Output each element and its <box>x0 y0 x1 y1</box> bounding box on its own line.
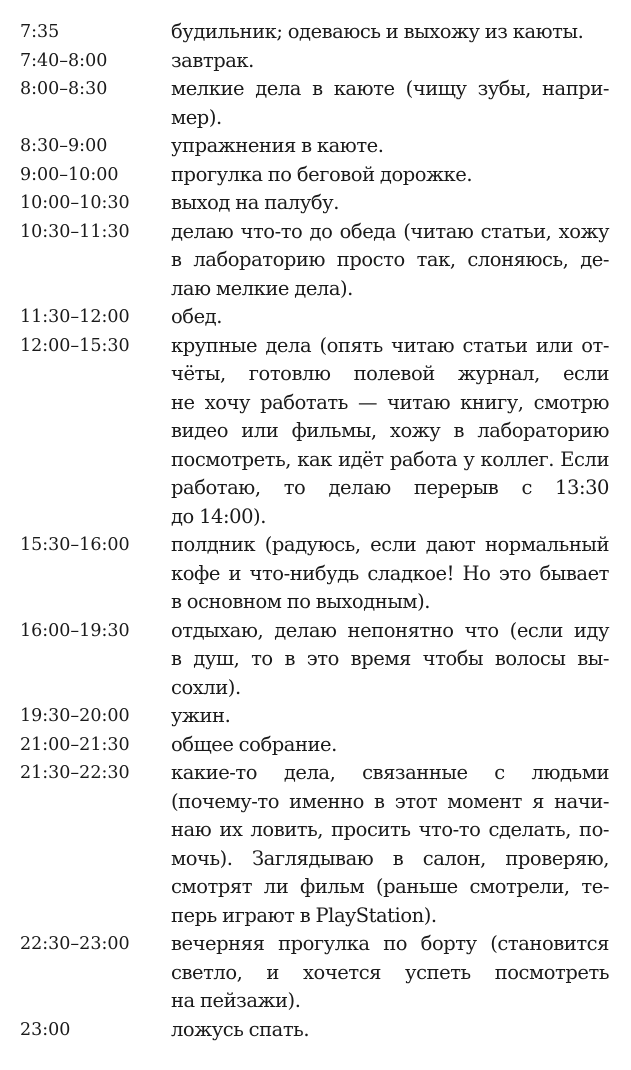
schedule-row <box>20 617 609 703</box>
schedule-row <box>20 759 609 930</box>
schedule-description-line: видео или фильмы, хожу в лабораторию <box>171 419 609 442</box>
schedule-description-line: мелкие дела в каюте (чищу зубы, напри- <box>171 77 609 100</box>
schedule-description-line: кофе и что-нибудь сладкое! Но это бывает <box>171 561 609 585</box>
schedule-description-line: завтрак. <box>171 48 254 72</box>
schedule-row <box>20 930 609 1016</box>
schedule-row <box>20 47 609 76</box>
schedule-description-line: крупные дела (опять читаю статьи или от- <box>171 333 609 357</box>
schedule-row <box>20 702 609 731</box>
schedule-description-line: в душ, то в это время чтобы волосы вы- <box>171 647 609 670</box>
schedule-time: 23:00 <box>20 1019 71 1040</box>
schedule-description-line: работаю, то делаю перерыв с 13:30 <box>171 476 609 499</box>
schedule-description-line: будильник; одеваюсь и выхожу из каюты. <box>171 20 584 43</box>
schedule-description-line: на пейзажи). <box>171 989 301 1012</box>
schedule-time: 7:35 <box>20 22 60 42</box>
schedule-time: 11:30–12:00 <box>20 307 130 327</box>
schedule-description <box>171 759 609 930</box>
schedule-time: 7:40–8:00 <box>20 50 108 71</box>
schedule-description <box>171 702 609 731</box>
schedule-description-line: какие-то дела, связанные с людьми <box>171 761 609 784</box>
schedule-description <box>171 161 609 190</box>
schedule-description <box>171 132 609 161</box>
schedule-description-line: упражнения в каюте. <box>171 134 384 157</box>
schedule-row <box>20 132 609 161</box>
schedule-description <box>171 1016 609 1045</box>
schedule-description <box>171 303 609 332</box>
schedule-description <box>171 930 609 1016</box>
schedule-description-line: ужин. <box>171 704 231 727</box>
schedule-row <box>20 218 609 304</box>
schedule-time: 8:30–9:00 <box>20 136 108 156</box>
schedule-description-line: мер). <box>171 105 222 129</box>
schedule-row <box>20 75 609 132</box>
schedule-time: 12:00–15:30 <box>20 335 130 356</box>
schedule-description-line: прогулка по беговой дорожке. <box>171 162 473 186</box>
schedule-description-line: наю их ловить, просить что-то сделать, по- <box>171 818 609 841</box>
schedule-row <box>20 531 609 617</box>
schedule-time: 10:00–10:30 <box>20 193 130 213</box>
schedule-description-line: светло, и хочется успеть посмотреть <box>171 960 609 984</box>
schedule-time: 15:30–16:00 <box>20 535 130 555</box>
schedule-time: 19:30–20:00 <box>20 706 130 726</box>
schedule-description-line: перь играют в PlayStation). <box>171 903 437 927</box>
schedule-description-line: обед. <box>171 305 222 328</box>
schedule-description-line: общее собрание. <box>171 732 337 756</box>
schedule-description <box>171 332 609 532</box>
schedule-description-line: делаю что-то до обеда (читаю статьи, хожу <box>171 219 609 243</box>
schedule-description <box>171 731 609 760</box>
schedule-description-line: ложусь спать. <box>171 1017 310 1041</box>
schedule-time: 21:30–22:30 <box>20 763 130 783</box>
schedule-row <box>20 18 609 47</box>
schedule-row <box>20 189 609 218</box>
schedule-description-line: лаю мелкие дела). <box>171 276 353 300</box>
schedule-description-line: смотрят ли фильм (раньше смотрели, те- <box>171 875 609 898</box>
schedule-time: 21:00–21:30 <box>20 734 130 755</box>
schedule-row <box>20 332 609 532</box>
schedule-time: 9:00–10:00 <box>20 164 119 185</box>
schedule-description-line: полдник (радуюсь, если дают нормальный <box>171 533 609 556</box>
schedule-description-line: не хочу работать — читаю книгу, смотрю <box>171 390 609 414</box>
schedule-time: 8:00–8:30 <box>20 79 108 99</box>
schedule-row <box>20 161 609 190</box>
schedule-description <box>171 617 609 703</box>
schedule-description <box>171 75 609 132</box>
schedule-description-line: в основном по выходным). <box>171 590 431 613</box>
schedule-description <box>171 218 609 304</box>
schedule-description-line: выход на палубу. <box>171 191 339 214</box>
schedule-description <box>171 47 609 76</box>
schedule-description <box>171 531 609 617</box>
schedule-time: 16:00–19:30 <box>20 620 130 641</box>
schedule-description-line: посмотреть, как идёт работа у коллег. Если <box>171 447 609 471</box>
schedule-row <box>20 303 609 332</box>
schedule-description-line: в лабораторию просто так, слоняюсь, де- <box>171 248 609 271</box>
schedule-description-line: мочь). Заглядываю в салон, проверяю, <box>171 846 609 870</box>
schedule-time: 22:30–23:00 <box>20 934 130 954</box>
schedule-description-line: вечерняя прогулка по борту (становится <box>171 932 609 955</box>
schedule-row <box>20 731 609 760</box>
schedule-description-line: до 14:00). <box>171 504 266 528</box>
schedule-row <box>20 1016 609 1045</box>
schedule-description-line: сохли). <box>171 675 241 699</box>
schedule-description-line: отдыхаю, делаю непонятно что (если иду <box>171 618 609 642</box>
schedule-description-line: (почему-то именно в этот момент я начи- <box>171 789 609 813</box>
schedule-description-line: чёты, готовлю полевой журнал, если <box>171 362 609 385</box>
schedule-description <box>171 189 609 218</box>
schedule-time: 10:30–11:30 <box>20 221 130 242</box>
schedule-description <box>171 18 609 47</box>
